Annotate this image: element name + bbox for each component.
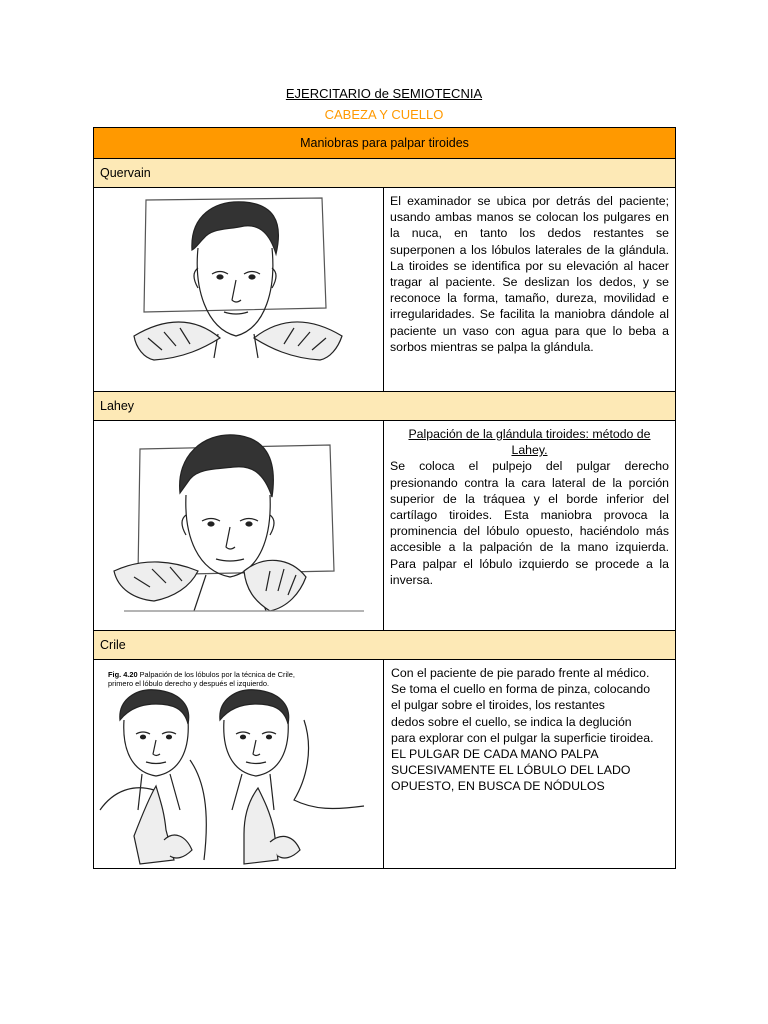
lahey-heading: Palpación de la glándula tiroides: método de Lahey. bbox=[408, 427, 651, 458]
quervain-description: El examinador se ubica por detrás del paciente; usando ambas manos se colocan los pulgares en la nuca, en tanto los dedos restantes se superponen a los lóbulos laterales de la glándula. La tiroides se identifica por su elevación al hacer tragar al paciente. Se deslizan los dedos, y se reconoce la forma, tamaño, dureza, movilidad e irregularidades. Se facilita la maniobra dándole al paciente un vaso con agua para que lo beba a sorbos mientras se palpa la glándula. bbox=[384, 188, 676, 392]
crile-line-4: dedos sobre el cuello, se indica la deglución bbox=[391, 714, 632, 729]
section-title-quervain: Quervain bbox=[94, 159, 676, 188]
crile-caption-line1: Palpación de los lóbulos por la técnica de Crile, bbox=[137, 670, 295, 679]
document-title: EJERCITARIO de SEMIOTECNIA bbox=[285, 86, 483, 101]
crile-description-cell bbox=[384, 660, 676, 869]
quervain-palpation-drawing bbox=[94, 188, 383, 386]
crile-line-2: Se toma el cuello en forma de pinza, colocando bbox=[391, 682, 651, 697]
crile-line-8: OPUESTO, EN BUSCA DE NÓDULOS bbox=[391, 779, 605, 794]
crile-caption-line2: primero el lóbulo derecho y después el izquierdo. bbox=[108, 679, 270, 688]
crile-line-1: Con el paciente de pie parado frente al médico. bbox=[391, 666, 650, 680]
crile-line-5: para explorar con el pulgar la superficie tiroidea. bbox=[391, 730, 654, 745]
crile-line-6: EL PULGAR DE CADA MANO PALPA bbox=[391, 747, 599, 762]
lahey-palpation-drawing bbox=[94, 421, 383, 625]
table-header: Maniobras para palpar tiroides bbox=[94, 128, 676, 159]
lahey-description-cell bbox=[384, 421, 676, 631]
crile-figure-label: Fig. 4.20 bbox=[108, 670, 138, 679]
crile-palpation-drawing bbox=[94, 660, 383, 866]
quervain-illustration-cell bbox=[94, 188, 384, 392]
crile-line-3: el pulgar sobre el tiroides, los restantes bbox=[391, 698, 605, 713]
section-title-crile: Crile bbox=[94, 631, 676, 660]
document-subtitle: CABEZA Y CUELLO bbox=[324, 107, 444, 122]
lahey-description: Se coloca el pulpejo del pulgar derecho presionando contra la cara lateral de la porción superior de la tráquea y el borde inferior del cartílago tiroides. Esta maniobra provoca la prominencia del lóbulo opuesto, haciéndolo más accesible a la palpación de la mano izquierda. Para palpar el lóbulo izquierdo se procede a la inversa. bbox=[390, 459, 669, 587]
crile-illustration-cell bbox=[94, 660, 384, 869]
lahey-illustration-cell bbox=[94, 421, 384, 631]
section-title-lahey: Lahey bbox=[94, 392, 676, 421]
crile-line-7: SUCESIVAMENTE EL LÓBULO DEL LADO bbox=[391, 763, 631, 778]
maneuvers-table bbox=[93, 127, 676, 869]
